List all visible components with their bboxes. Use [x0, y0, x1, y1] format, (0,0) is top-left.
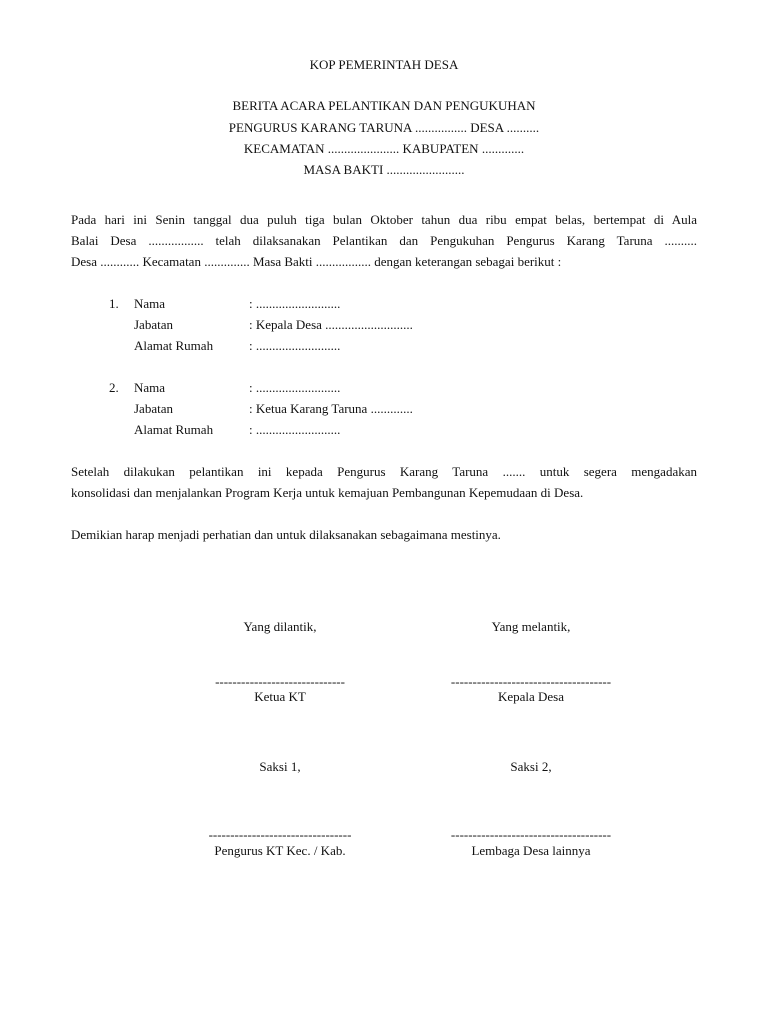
- signature-heading-dilantik: Yang dilantik,: [243, 619, 317, 634]
- list-item-1-alamat-label: Alamat Rumah: [134, 338, 214, 353]
- closing-paragraph-line-2: konsolidasi dan menjalankan Program Kerja untuk kemajuan Pembangunan Kepemudaan di Desa.: [71, 485, 584, 500]
- list-item-2-number: 2.: [109, 380, 119, 395]
- signature-line-saksi-1: ---------------------------------: [208, 827, 352, 842]
- intro-line-2: Balai Desa ................. telah dilaksanakan Pelantikan dan Pengukuhan Pengurus Karang Taruna ..........: [71, 233, 697, 248]
- signature-name-pengurus-kt: Pengurus KT Kec. / Kab.: [214, 843, 346, 858]
- document-title-line-4: MASA BAKTI ........................: [303, 162, 465, 177]
- list-item-1-nama-label: Nama: [134, 296, 166, 311]
- closing-paragraph-line-1: Setelah dilakukan pelantikan ini kepada Pengurus Karang Taruna ....... untuk segera mengadakan: [71, 464, 697, 479]
- signature-line-saksi-2: -------------------------------------: [450, 827, 612, 842]
- document-title-line-3: KECAMATAN ...................... KABUPATEN .............: [243, 141, 525, 156]
- document-title-line-1: BERITA ACARA PELANTIKAN DAN PENGUKUHAN: [232, 98, 536, 113]
- list-item-2-alamat-value: : ..........................: [249, 422, 341, 437]
- document-title-line-2: PENGURUS KARANG TARUNA ................ DESA ..........: [228, 120, 540, 135]
- list-item-1-alamat-value: : ..........................: [249, 338, 341, 353]
- list-item-2-jabatan-label: Jabatan: [134, 401, 173, 416]
- signature-heading-saksi-2: Saksi 2,: [510, 759, 552, 774]
- list-item-1-jabatan-value: : Kepala Desa ...........................: [249, 317, 413, 332]
- intro-line-3: Desa ............ Kecamatan .............. Masa Bakti ................. dengan keterangan sebagai berikut :: [71, 254, 562, 269]
- signature-line-melantik: -------------------------------------: [450, 674, 612, 689]
- list-item-2-nama-label: Nama: [134, 380, 166, 395]
- list-item-1-jabatan-label: Jabatan: [134, 317, 173, 332]
- signature-line-dilantik: ------------------------------: [215, 674, 345, 689]
- list-item-2-jabatan-value: : Ketua Karang Taruna .............: [249, 401, 413, 416]
- signature-heading-saksi-1: Saksi 1,: [259, 759, 301, 774]
- signature-name-ketua-kt: Ketua KT: [254, 689, 306, 704]
- list-item-1-nama-value: : ..........................: [249, 296, 341, 311]
- intro-line-1: Pada hari ini Senin tanggal dua puluh tiga bulan Oktober tahun dua ribu empat belas, bertempat di Aula: [71, 212, 697, 227]
- list-item-2-alamat-label: Alamat Rumah: [134, 422, 214, 437]
- list-item-1-number: 1.: [109, 296, 119, 311]
- signature-name-lembaga-desa: Lembaga Desa lainnya: [471, 843, 591, 858]
- closing-statement: Demikian harap menjadi perhatian dan untuk dilaksanakan sebagaimana mestinya.: [71, 527, 501, 542]
- kop-heading: KOP PEMERINTAH DESA: [309, 57, 459, 72]
- signature-name-kepala-desa: Kepala Desa: [497, 689, 565, 704]
- list-item-2-nama-value: : ..........................: [249, 380, 341, 395]
- signature-heading-melantik: Yang melantik,: [491, 619, 571, 634]
